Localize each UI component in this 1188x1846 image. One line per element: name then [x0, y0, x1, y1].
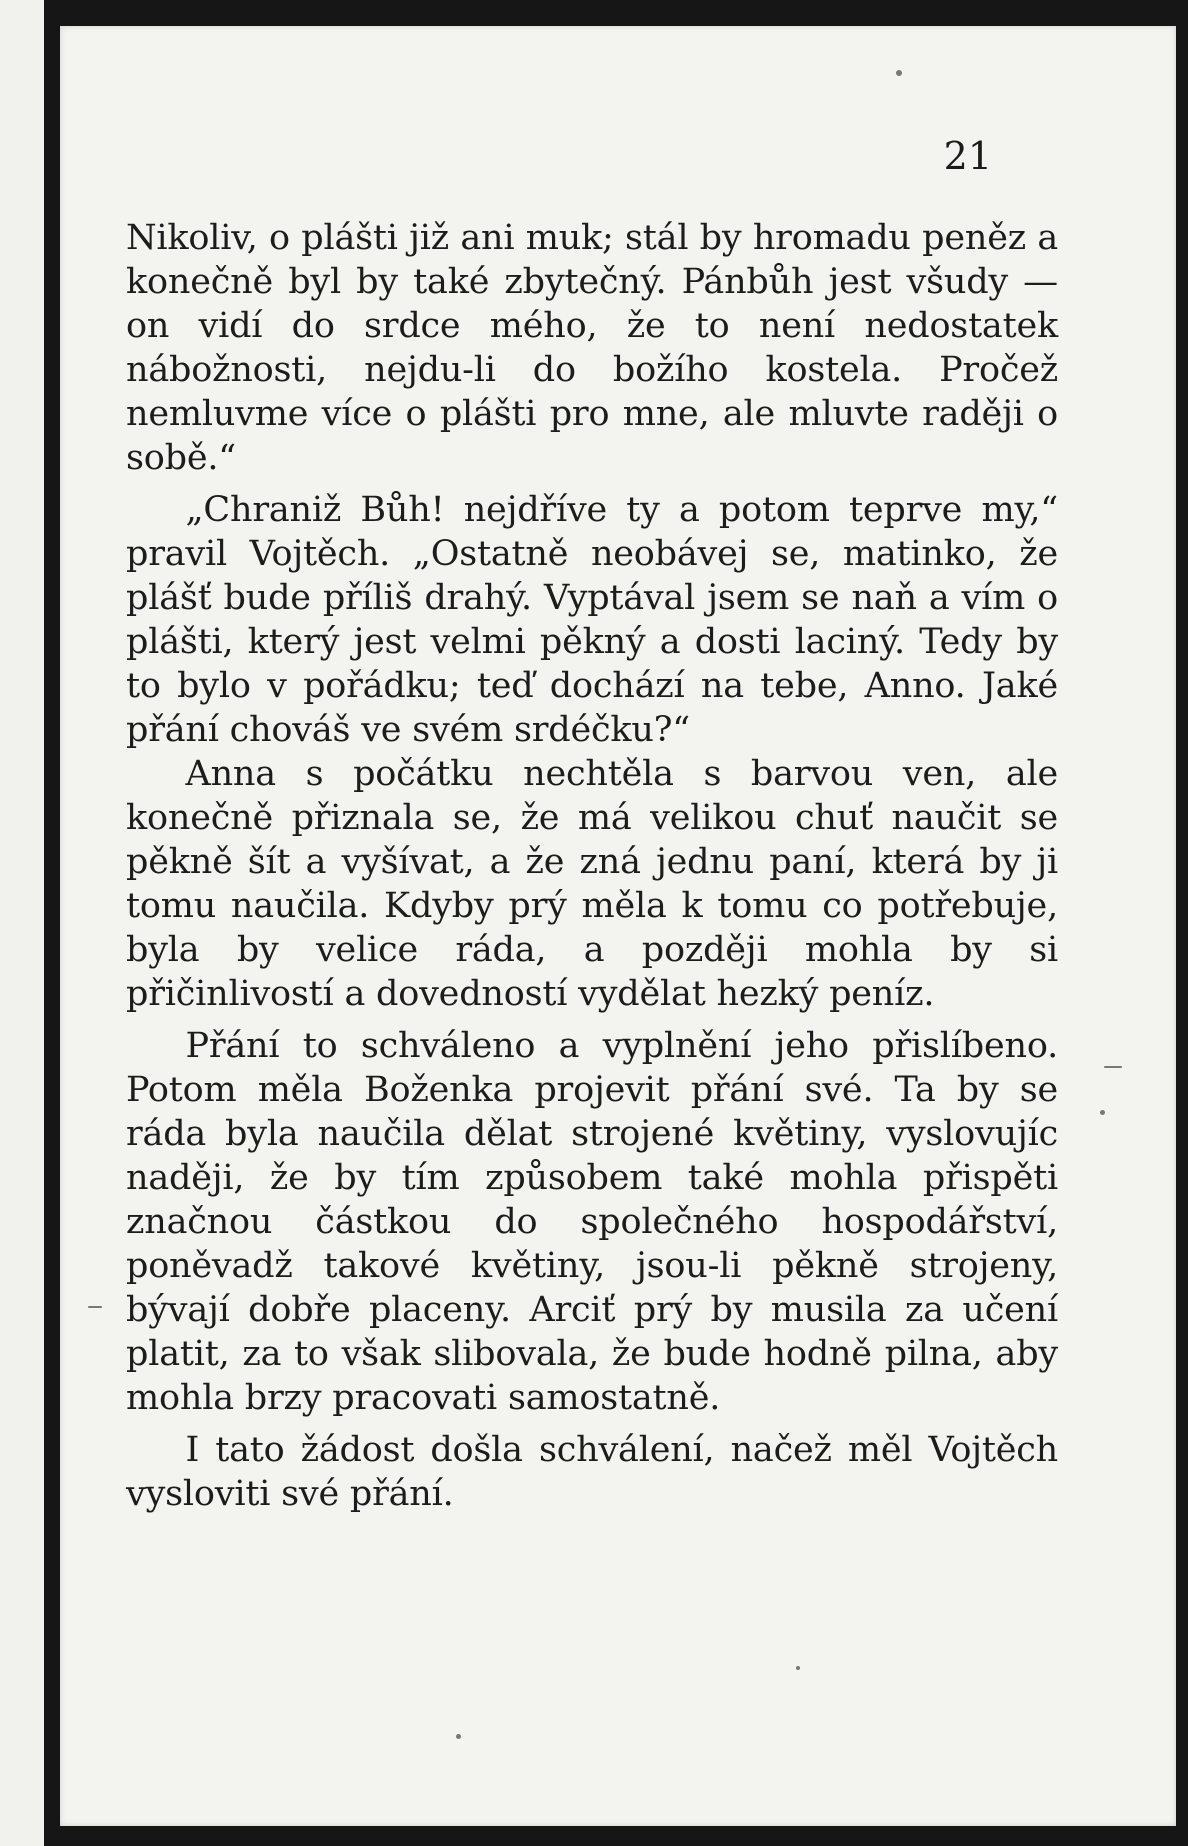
- body-text: [126, 216, 1058, 1516]
- page-number: 21: [943, 134, 992, 178]
- paper-speck: [456, 1734, 461, 1739]
- paragraph-5: I tato žádost došla schválení, načež měl Vojtěch vysloviti své přání.: [126, 1430, 1058, 1514]
- facing-page-edge: [0, 0, 44, 1846]
- book-page: [60, 26, 1176, 1826]
- paper-speck: [1104, 1066, 1122, 1068]
- paragraph-2: „Chraniž Bůh! nejdříve ty a potom teprve my,“ pravil Vojtěch. „Ostatně neobávej se, matinko, že plášť bude příliš drahý. Vyptával jsem se naň a vím o plášti, který jest velmi pěkný a dosti laciný. Tedy by to bylo v pořádku; teď dochází na tebe, Anno. Jaké přání chováš ve svém srdéčku?“: [126, 490, 1058, 750]
- paper-speck: [796, 1666, 800, 1670]
- paragraph-4: Přání to schváleno a vyplnění jeho přislíbeno. Potom měla Boženka projevit přání své. Ta by se ráda byla naučila dělat strojené květiny, vyslovujíc naději, že by tím způsobem také mohla přispěti značnou částkou do společného hospodářství, poněvadž takové květiny, jsou-li pěkně strojeny, bývají dobře placeny. Arciť prý by musila za učení platit, za to však slibovala, že bude hodně pilna, aby mohla brzy pracovati samostatně.: [126, 1026, 1058, 1418]
- paper-speck: [88, 1306, 102, 1308]
- paper-speck: [896, 70, 902, 76]
- paper-speck: [1100, 1110, 1105, 1115]
- paragraph-3: Anna s počátku nechtěla s barvou ven, ale konečně přiznala se, že má velikou chuť naučit se pěkně šít a vyšívat, a že zná jednu paní, která by ji tomu naučila. Kdyby prý měla k tomu co potřebuje, byla by velice ráda, a později mohla by si přičinlivostí a dovedností vydělat hezký peníz.: [126, 754, 1058, 1014]
- paragraph-1: Nikoliv, o plášti již ani muk; stál by hromadu peněz a konečně byl by také zbytečný. Pánbůh jest všudy — on vidí do srdce mého, že to není nedostatek nábožnosti, nejdu-li do božího kostela. Pročež nemluvme více o plášti pro mne, ale mluvte raději o sobě.“: [126, 218, 1058, 478]
